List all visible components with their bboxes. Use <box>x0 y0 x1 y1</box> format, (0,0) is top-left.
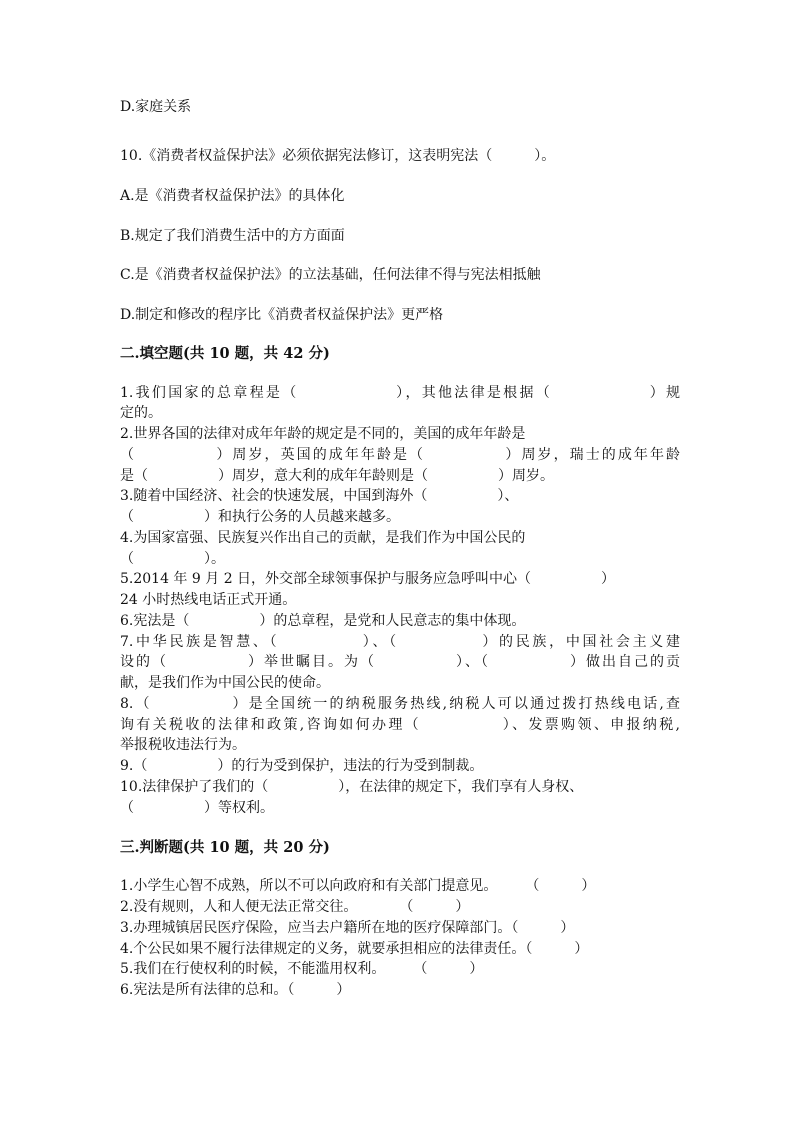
fill-line: 定的。 <box>120 405 162 421</box>
fill-line: 7.中华民族是智慧、（ ）、（ ）的民族，中国社会主义建 <box>120 634 680 650</box>
fill-line: 3.随着中国经济、社会的快速发展，中国到海外（ ）、 <box>120 488 519 504</box>
section-judge-heading: 三.判断题(共 10 题，共 20 分) <box>120 839 330 856</box>
fill-line: 是（ ）周岁，意大利的成年年龄则是（ ）周岁。 <box>120 468 554 484</box>
fill-line: 设的（ ）举世瞩目。为（ ）、（ ）做出自己的贡 <box>120 654 680 670</box>
judge-line: 2.没有规则，人和人便无法正常交往。 （ ） <box>120 899 470 915</box>
fill-line: 4.为国家富强、民族复兴作出自己的贡献，是我们作为中国公民的 <box>120 530 526 546</box>
judge-line: 1.小学生心智不成熟，所以不可以向政府和有关部门提意见。 （ ） <box>120 878 596 894</box>
fill-line: 5.2014 年 9 月 2 日，外交部全球领事保护与服务应急呼叫中心（ ） <box>120 571 616 587</box>
fill-line: （ ）等权利。 <box>120 800 274 816</box>
fill-line: 9.（ ）的行为受到保护，违法的行为受到制裁。 <box>120 758 484 774</box>
fill-line: 24 小时热线电话正式开通。 <box>120 592 297 608</box>
fill-line: 1.我们国家的总章程是（ ），其他法律是根据（ ）规 <box>120 385 680 401</box>
question-10-option-b: B.规定了我们消费生活中的方方面面 <box>120 228 345 244</box>
fill-line: （ ）周岁，英国的成年年龄是（ ）周岁，瑞士的成年年龄 <box>120 447 680 463</box>
question-10-option-a: A.是《消费者权益保护法》的具体化 <box>120 188 345 204</box>
question-10-option-d: D.制定和修改的程序比《消费者权益保护法》更严格 <box>120 307 444 323</box>
judge-line: 6.宪法是所有法律的总和。（ ） <box>120 982 351 998</box>
fill-line: 8.（ ）是全国统一的纳税服务热线,纳税人可以通过拨打热线电话,查 <box>120 696 680 712</box>
judge-line: 3.办理城镇居民医疗保险，应当去户籍所在地的医疗保障部门。（ ） <box>120 920 575 936</box>
fill-line: 举报税收违法行为。 <box>120 737 246 753</box>
question-10-stem: 10.《消费者权益保护法》必须依据宪法修订，这表明宪法（ ）。 <box>120 148 556 164</box>
fill-line: 献，是我们作为中国公民的使命。 <box>120 675 330 691</box>
fill-line: 2.世界各国的法律对成年年龄的规定是不同的，美国的成年年龄是 <box>120 426 526 442</box>
fill-line: 询有关税收的法律和政策,咨询如何办理（ ）、发票购领、申报纳税, <box>120 717 680 733</box>
question-10-option-c: C.是《消费者权益保护法》的立法基础，任何法律不得与宪法相抵触 <box>120 267 541 283</box>
section-fill-heading: 二.填空题(共 10 题，共 42 分) <box>120 345 330 362</box>
fill-line: 10.法律保护了我们的（ ），在法律的规定下，我们享有人身权、 <box>120 779 584 795</box>
prev-option-d: D.家庭关系 <box>120 99 192 115</box>
judge-line: 5.我们在行使权利的时候，不能滥用权利。 （ ） <box>120 961 484 977</box>
fill-line: （ ）和执行公务的人员越来越多。 <box>120 509 400 525</box>
fill-line: 6.宪法是（ ）的总章程，是党和人民意志的集中体现。 <box>120 613 526 629</box>
judge-line: 4.个公民如果不履行法律规定的义务，就要承担相应的法律责任。（ ） <box>120 941 589 957</box>
fill-line: （ ）。 <box>120 551 225 567</box>
